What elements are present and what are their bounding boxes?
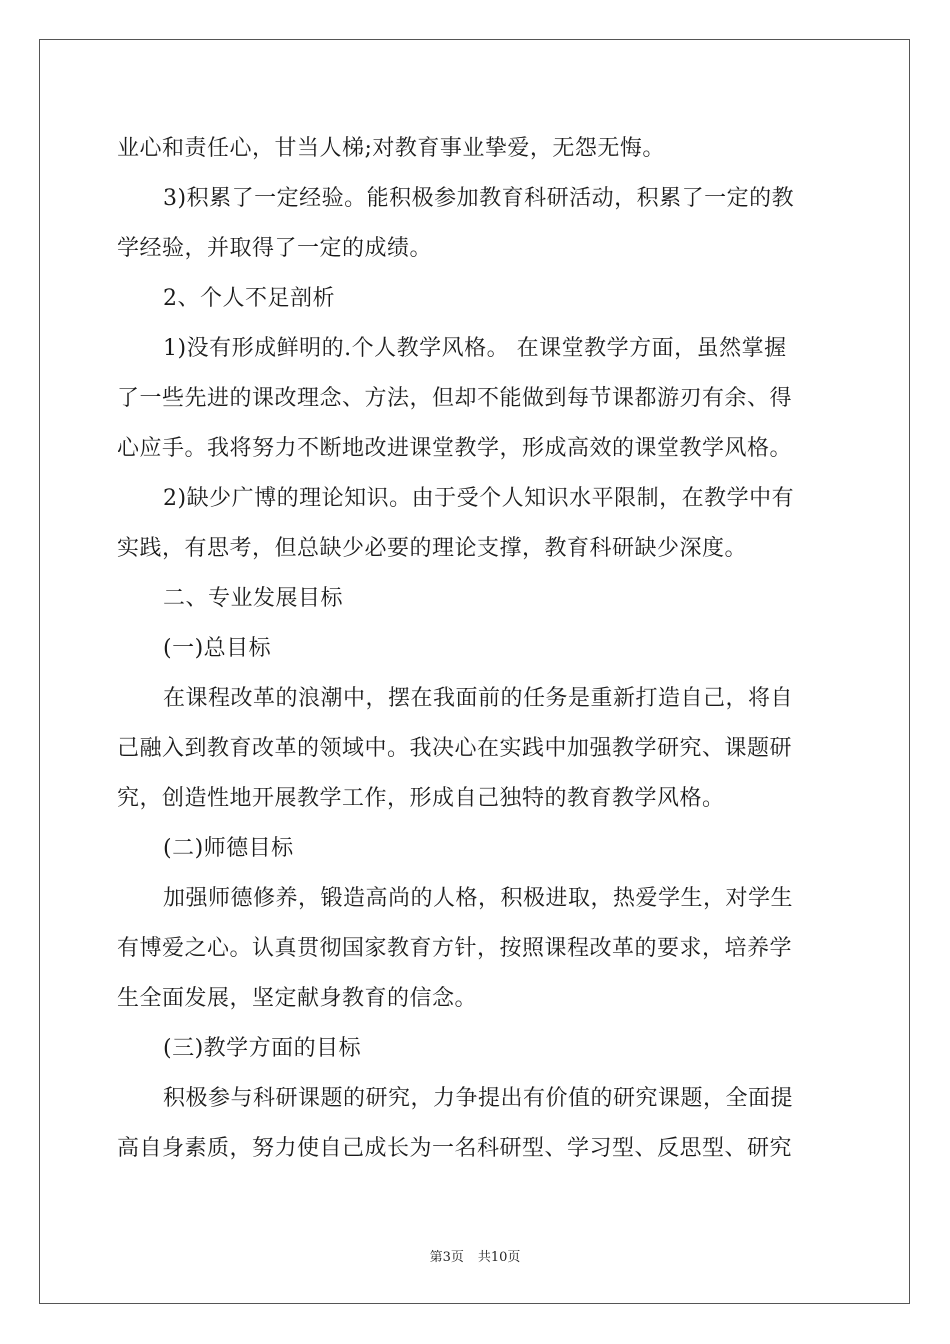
body-line: 1)没有形成鲜明的.个人教学风格。 在课堂教学方面，虽然掌握 [163,336,787,361]
body-line: 高自身素质，努力使自己成长为一名科研型、学习型、反思型、研究 [117,1136,793,1161]
body-line: 2)缺少广博的理论知识。由于受个人知识水平限制，在教学中有 [163,486,795,511]
body-line: 生全面发展，坚定献身教育的信念。 [117,986,478,1011]
subsection-heading: (二)师德目标 [163,836,294,861]
subsection-heading: (三)教学方面的目标 [163,1036,362,1061]
body-line: 在课程改革的浪潮中，摆在我面前的任务是重新打造自己，将自 [163,686,794,711]
body-line: 学经验，并取得了一定的成绩。 [117,236,433,261]
body-line: 了一些先进的课改理念、方法，但却不能做到每节课都游刃有余、得 [117,386,793,411]
body-line: 3)积累了一定经验。能积极参加教育科研活动，积累了一定的教 [163,186,795,211]
body-line: 实践，有思考，但总缺少必要的理论支撑，教育科研缺少深度。 [117,536,748,561]
body-line: 心应手。我将努力不断地改进课堂教学，形成高效的课堂教学风格。 [117,436,793,461]
section-heading: 二、专业发展目标 [163,586,344,611]
body-line: 己融入到教育改革的领域中。我决心在实践中加强教学研究、课题研 [117,736,793,761]
body-line: 业心和责任心，甘当人梯;对教育事业挚爱，无怨无悔。 [117,136,665,161]
page-footer [0,1246,950,1265]
body-line: 有博爱之心。认真贯彻国家教育方针，按照课程改革的要求，培养学 [117,936,793,961]
body-line: 积极参与科研课题的研究，力争提出有价值的研究课题，全面提 [163,1086,794,1111]
section-heading: 2、个人不足剖析 [163,286,335,311]
body-line: 究，创造性地开展教学工作，形成自己独特的教育教学风格。 [117,786,725,811]
page-total: 共10页 [477,1250,521,1265]
page-number: 第3页 [429,1250,464,1265]
body-line: 加强师德修养，锻造高尚的人格，积极进取，热爱学生，对学生 [163,886,794,911]
subsection-heading: (一)总目标 [163,636,272,661]
document-body [117,124,833,1174]
